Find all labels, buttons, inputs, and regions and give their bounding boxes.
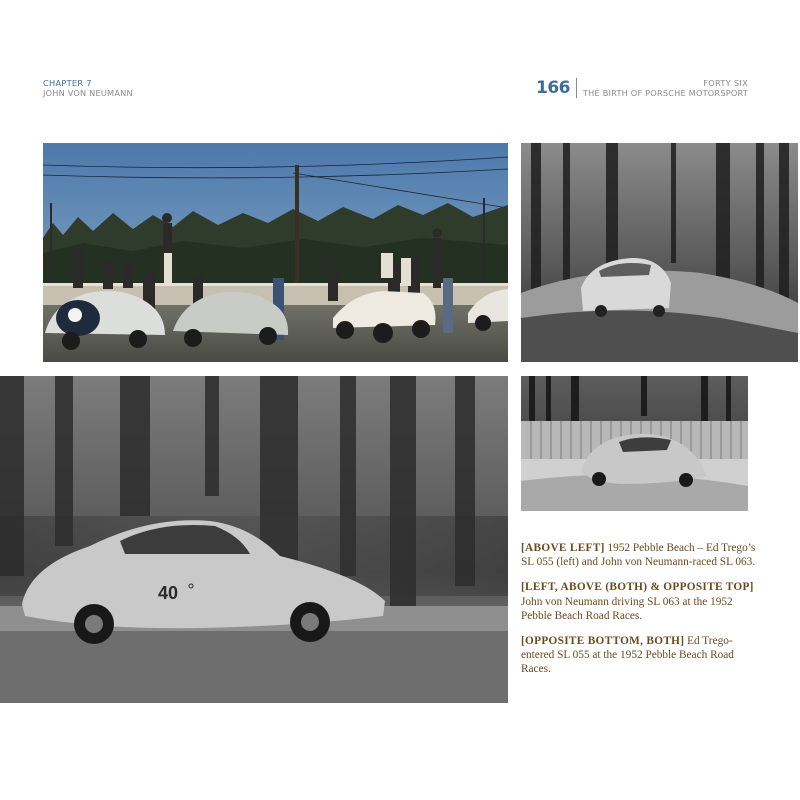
car-40-image (0, 376, 508, 703)
caption-text: John von Neumann driving SL 063 at the 1952 Pebble Beach Road Races. (521, 595, 733, 622)
caption-label: [ABOVE LEFT] (521, 542, 605, 554)
caption-text: Ed Trego-entered SL 055 at the 1952 Pebble Beach Road Races. (521, 635, 734, 676)
running-header-left (43, 78, 133, 98)
caption-opposite-bottom (521, 634, 756, 677)
car-fence-image (521, 376, 748, 511)
caption-label: [LEFT, ABOVE (BOTH) & OPPOSITE TOP] (521, 581, 754, 594)
photo-car-fence (521, 376, 748, 511)
caption-left-above (521, 580, 756, 623)
book-title: FORTY SIX (703, 78, 748, 88)
book-title-block (583, 78, 748, 98)
header-divider (576, 78, 577, 98)
caption-label: [OPPOSITE BOTTOM, BOTH] (521, 635, 685, 648)
chapter-subtitle: JOHN VON NEUMANN (43, 88, 133, 98)
photo-pit-lane (43, 143, 508, 362)
forest-road-image (521, 143, 798, 362)
pit-lane-image (43, 143, 508, 362)
chapter-label: CHAPTER 7 (43, 78, 92, 88)
page-number: 166 (535, 78, 570, 98)
book-part: THE BIRTH OF PORSCHE MOTORSPORT (582, 88, 748, 98)
photo-forest-road (521, 143, 798, 362)
caption-block (521, 541, 756, 688)
photo-car-40 (0, 376, 508, 703)
caption-above-left (521, 541, 756, 569)
caption-text: 1952 Pebble Beach – Ed Trego’s SL 055 (left) and John von Neumann-raced SL 063. (521, 542, 756, 569)
running-header-right (536, 78, 748, 98)
car-number-label: 40 (158, 583, 179, 603)
